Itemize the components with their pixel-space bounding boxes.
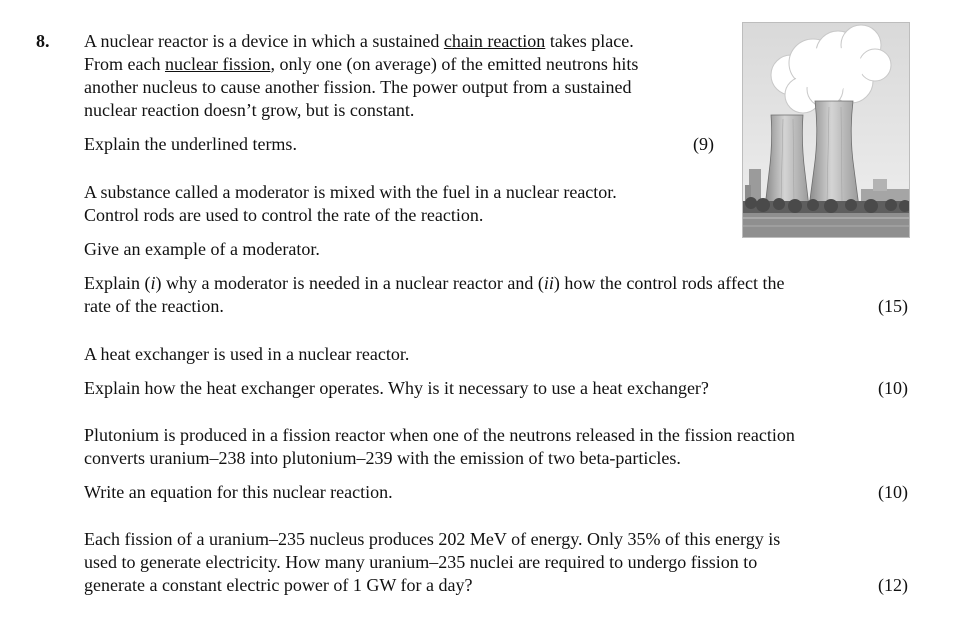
part5-prompt: Write an equation for this nuclear reaction. bbox=[84, 482, 393, 502]
part3-marks: (15) bbox=[878, 296, 908, 316]
heat-exchanger-statement: A heat exchanger is used in a nuclear reactor. bbox=[84, 344, 410, 364]
underlined-term-chain-reaction: chain reaction bbox=[443, 31, 546, 51]
part1-marks: (9) bbox=[693, 134, 714, 154]
plutonium-line-2: converts uranium–238 into plutonium–239 with the emission of two beta-particles. bbox=[84, 448, 681, 468]
question-number: 8. bbox=[36, 31, 50, 51]
moderator-line-1: A substance called a moderator is mixed with the fuel in a nuclear reactor. bbox=[84, 182, 617, 202]
cooling-towers-photo bbox=[742, 22, 910, 238]
intro-line-1: A nuclear reactor is a device in which a sustained chain reaction takes place. bbox=[84, 31, 634, 51]
part6-line-1: Each fission of a uranium–235 nucleus produces 202 MeV of energy. Only 35% of this energy is bbox=[84, 529, 781, 549]
part6-line-2: used to generate electricity. How many uranium–235 nuclei are required to undergo fission to bbox=[84, 552, 758, 572]
part4-marks: (10) bbox=[878, 378, 908, 398]
part4-prompt: Explain how the heat exchanger operates. Why is it necessary to use a heat exchanger? bbox=[84, 378, 709, 398]
intro-line-2: From each nuclear fission, only one (on average) of the emitted neutrons hits bbox=[84, 54, 639, 74]
intro-line-3: another nucleus to cause another fission. The power output from a sustained bbox=[84, 77, 632, 97]
part6-line-3: generate a constant electric power of 1 GW for a day? bbox=[84, 575, 473, 595]
plutonium-line-1: Plutonium is produced in a fission reactor when one of the neutrons released in the fission reaction bbox=[84, 425, 795, 445]
part2-prompt: Give an example of a moderator. bbox=[84, 239, 320, 259]
part5-marks: (10) bbox=[878, 482, 908, 502]
part1-prompt: Explain the underlined terms. bbox=[84, 134, 297, 154]
part6-marks: (12) bbox=[878, 575, 908, 595]
underlined-term-nuclear-fission: nuclear fission bbox=[164, 54, 271, 74]
intro-line-4: nuclear reaction doesn’t grow, but is constant. bbox=[84, 100, 415, 120]
part3-line-2: rate of the reaction. bbox=[84, 296, 224, 316]
moderator-line-2: Control rods are used to control the rate of the reaction. bbox=[84, 205, 484, 225]
part3-line-1: Explain (i) why a moderator is needed in a nuclear reactor and (ii) how the control rods affect the bbox=[84, 273, 785, 293]
